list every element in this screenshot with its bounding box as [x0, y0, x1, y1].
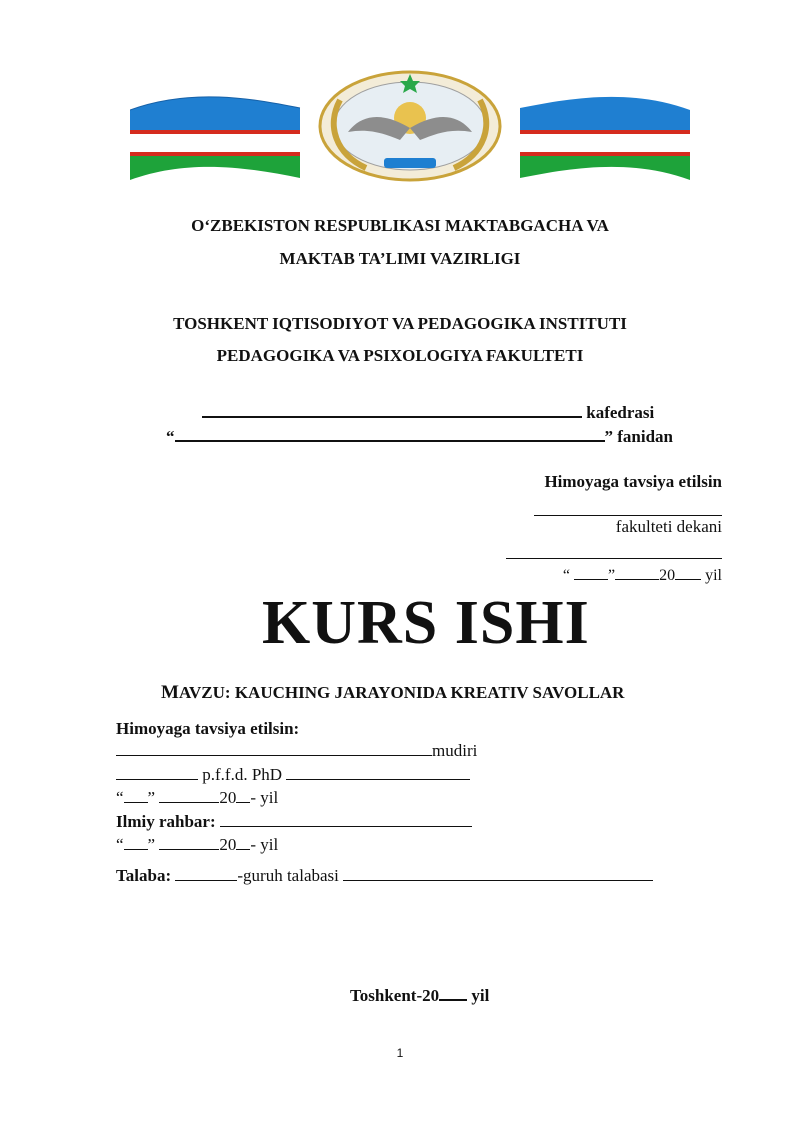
student-line [116, 866, 653, 886]
page-number: 1 [396, 1046, 404, 1060]
date-open-quote: “ [562, 567, 570, 584]
city-year [350, 984, 489, 1006]
date2-open-quote: “ [116, 835, 124, 854]
subject-suffix: ” fanidan [604, 427, 673, 446]
city-year-blank [439, 984, 467, 1001]
date-month-blank [615, 565, 659, 580]
date2-day-blank [124, 835, 148, 850]
head-line [116, 741, 477, 761]
institute-title: TOSHKENT IQTISODIYOT VA PEDAGOGIKA INSTITUTI [173, 314, 627, 333]
date-year-prefix: 20 [659, 567, 676, 584]
date2-suffix: - yil [250, 835, 279, 854]
head-blank [116, 741, 432, 756]
document-title: KURS ISHI [262, 589, 590, 657]
advisor-label: Ilmiy rahbar: [116, 812, 216, 831]
city-year-prefix: Toshkent-20 [350, 986, 440, 1005]
subject-blank [175, 425, 605, 442]
degree-name-blank [116, 765, 198, 780]
defense-date-1 [116, 788, 278, 808]
state-emblem-banner [130, 70, 690, 182]
date1-suffix: - yil [250, 788, 279, 807]
department-suffix: kafedrasi [586, 403, 655, 422]
subject-line [166, 425, 673, 447]
advisor-line [116, 812, 472, 832]
defense-date-2 [116, 835, 278, 855]
student-name-blank [343, 866, 653, 881]
faculty-title: PEDAGOGIKA VA PSIXOLOGIYA FAKULTETI [216, 346, 584, 365]
date2-year-blank [236, 835, 250, 850]
group-label: -guruh talabasi [237, 866, 339, 885]
topic-text: KAUCHING JARAYONIDA KREATIV SAVOLLAR [234, 683, 625, 702]
dean-label: fakulteti dekani [615, 517, 722, 536]
ministry-title-line2: MAKTAB TA’LIMI VAZIRLIGI [279, 249, 521, 268]
head-label: mudiri [432, 741, 478, 760]
date1-year-prefix: 20 [219, 788, 237, 807]
date-year-suffix: yil [705, 567, 722, 584]
date2-close-quote: ” [147, 835, 156, 854]
degree-label: p.f.f.d. PhD [202, 765, 283, 784]
date1-year-blank [236, 788, 250, 803]
approval-heading: Himoyaga tavsiya etilsin [544, 472, 722, 491]
dean-signature-line [534, 515, 722, 516]
degree-signature-blank [286, 765, 470, 780]
date-year-blank [675, 565, 701, 580]
date-day-blank [574, 565, 608, 580]
city-year-suffix: yil [471, 986, 490, 1005]
flag-left [130, 70, 310, 182]
topic-line [161, 682, 624, 704]
topic-label-rest: AVZU: [178, 683, 231, 702]
student-label: Talaba: [116, 866, 172, 885]
dean-name-line [506, 558, 722, 559]
group-blank [175, 866, 237, 881]
date1-open-quote: “ [116, 788, 124, 807]
flag-right [510, 70, 690, 182]
date1-month-blank [159, 788, 219, 803]
department-blank [202, 401, 582, 418]
date2-year-prefix: 20 [219, 835, 237, 854]
ministry-title-line1: O‘ZBEKISTON RESPUBLIKASI MAKTABGACHA VA [191, 216, 609, 235]
date1-day-blank [124, 788, 148, 803]
degree-line [116, 765, 470, 785]
date-close-quote: ” [608, 567, 616, 584]
advisor-blank [220, 812, 472, 827]
department-line [202, 401, 654, 423]
date1-close-quote: ” [147, 788, 156, 807]
coat-of-arms-icon [320, 72, 500, 180]
date2-month-blank [159, 835, 219, 850]
approval-date [563, 565, 722, 585]
defense-heading: Himoyaga tavsiya etilsin: [116, 719, 300, 738]
subject-open-quote: “ [166, 427, 175, 446]
topic-label-initial: M [161, 682, 179, 703]
